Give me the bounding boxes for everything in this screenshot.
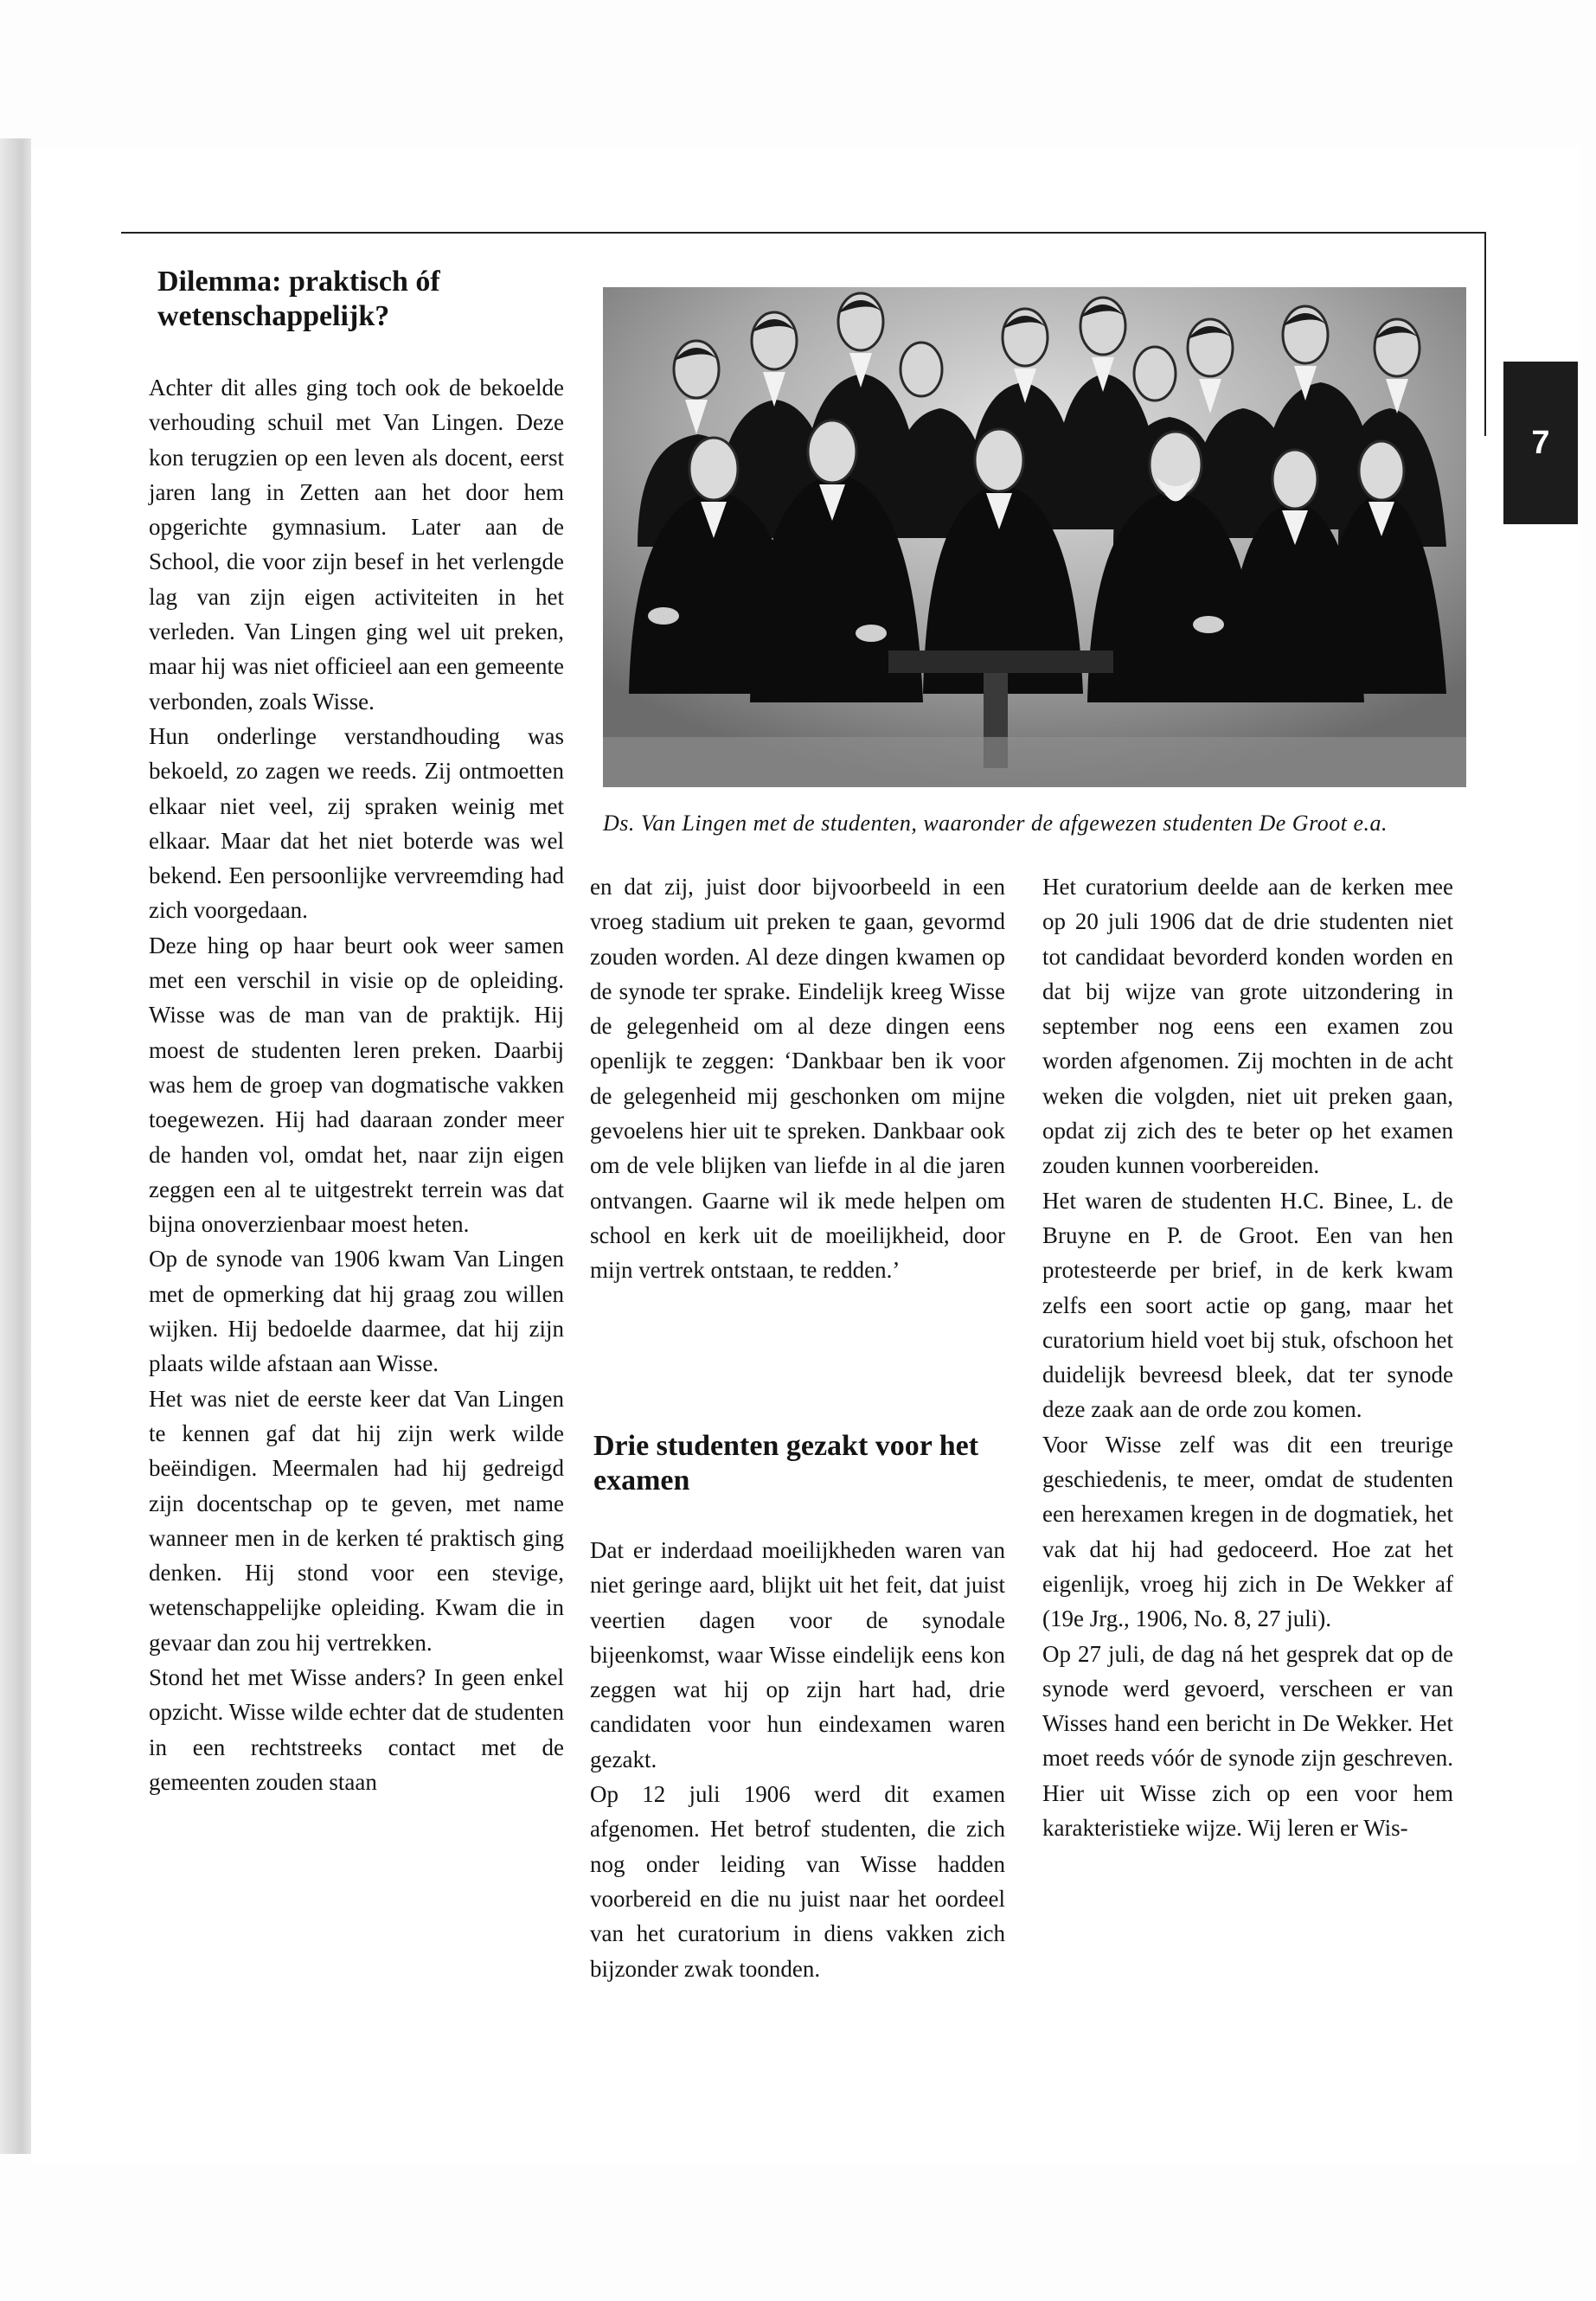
top-rule bbox=[121, 232, 1486, 234]
paragraph: Op de synode van 1906 kwam Van Lingen met de opmerking dat hij graag zou willen wijken. Hij bedoelde daarmee, dat hij zijn plaats wilde afstaan aan Wisse. bbox=[149, 1246, 564, 1377]
group-photo-illustration bbox=[603, 287, 1466, 787]
paragraph: Op 27 juli, de dag ná het gesprek dat op de synode werd gevoerd, verscheen er van Wisses hand een bericht in De Wekker. Het moet reeds vóór de synode zijn geschreven. Hier uit Wisse zich op een voor hem karakteristieke wijze. Wij leren er Wis- bbox=[1042, 1640, 1453, 1842]
paragraph: Op 12 juli 1906 werd dit examen afgenomen. Het betrof studenten, die zich nog onder leiding van Wisse hadden voorbereid en die nu juist naar het oordeel van het curatorium in diens vakken zich bijzonder zwak toonden. bbox=[590, 1781, 1005, 1982]
paragraph: Dat er inderdaad moeilijkheden waren van niet geringe aard, blijkt uit het feit, dat juist veertien dagen voor de synodale bijeenkomst, waar Wisse eindelijk eens kon zeggen wat hij op zijn hart had, drie candidaten voor hun eindexamen waren gezakt. bbox=[590, 1537, 1005, 1772]
left-column-text bbox=[149, 370, 564, 1799]
paragraph: Het was niet de eerste keer dat Van Lingen te kennen gaf dat hij zijn werk wilde beëindigen. Meermalen had hij gedreigd zijn docentschap op te geven, met name wanneer men in de kerken té praktisch ging denken. Hij stond voor een stevige, wetenschappelijke opleiding. Kwam die in gevaar dan zou hij vertrekken. bbox=[149, 1385, 564, 1656]
photo-caption: Ds. Van Lingen met de studenten, waaronder de afgewezen studenten De Groot e.a. bbox=[603, 811, 1388, 836]
middle-column-text-lower bbox=[590, 1533, 1005, 1986]
group-photo bbox=[603, 287, 1466, 787]
paragraph: Voor Wisse zelf was dit een treurige geschiedenis, te meer, omdat de studenten een herexamen kregen in de dogmatiek, het vak dat hij had gedoceerd. Hoe zat het eigenlijk, vroeg hij zich in De Wekker af (19e Jrg., 1906, No. 8, 27 juli). bbox=[1042, 1431, 1453, 1632]
section-heading-dilemma: Dilemma: praktisch óf wetenschappelijk? bbox=[157, 266, 440, 332]
paragraph: Achter dit alles ging toch ook de bekoelde verhouding schuil met Van Lingen. Deze kon terugzien op een leven als docent, eerst jaren lang in Zetten aan het door hem opgerichte gymnasium. Later aan de School, die voor zijn besef in het verlengde lag van zijn eigen activiteiten in het verleden. Van Lingen ging wel uit preken, maar hij was niet officieel aan een gemeente verbonden, zoals Wisse. bbox=[149, 375, 565, 715]
paragraph: Deze hing op haar beurt ook weer samen met een verschil in visie op de opleiding. Wisse was de man van de praktijk. Hij moest de studenten leren preken. Daarbij was hem de groep van dogmatische vakken toegewezen. Hij had daaraan zonder meer de handen vol, omdat het, naar zijn eigen zeggen een al te uitgestrekt terrein was dat bijna onoverzienbaar moest heten. bbox=[149, 932, 564, 1238]
right-column-text bbox=[1042, 869, 1453, 1845]
paragraph: Stond het met Wisse anders? In geen enkel opzicht. Wisse wilde echter dat de studenten in een rechtstreeks contact met de gemeenten zouden staan bbox=[149, 1663, 564, 1795]
middle-column-text bbox=[590, 869, 1005, 1288]
paragraph: Het waren de studenten H.C. Binee, L. de Bruyne en P. de Groot. Een van hen protesteerde per brief, in de kerk kwam zelfs een soort actie op gang, maar het curatorium hield voet bij stuk, ofschoon het duidelijk bevreesd bleek, dat ter synode deze zaak aan de orde zou komen. bbox=[1042, 1187, 1453, 1423]
paragraph: Het curatorium deelde aan de kerken mee op 20 juli 1906 dat de drie studenten niet tot candidaat bevorderd konden worden en dat bij wijze van grote uitzondering in september nog eens een examen zou worden afgenomen. Zij mochten in de acht weken die volgden, niet uit preken gaan, opdat zij zich des te beter op het examen zouden kunnen voorbereiden. bbox=[1042, 874, 1453, 1179]
paragraph: en dat zij, juist door bijvoorbeeld in een vroeg stadium uit preken te gaan, gevormd zouden worden. Al deze dingen kwamen op de synode ter sprake. Eindelijk kreeg Wisse de gelegenheid om al deze dingen eens openlijk te zeggen: ‘Dankbaar ben ik voor de gelegenheid mij geschonken om mijne gevoelens hier uit te spreken. Dankbaar ook om de vele blijken van liefde in al die jaren ontvangen. Gaarne wil ik mede helpen om school en kerk uit de moeilijkheid, door mijn vertrek ontstaan, te redden.’ bbox=[590, 874, 1005, 1284]
section-heading-drie-studenten: Drie studenten gezakt voor het examen bbox=[593, 1430, 979, 1497]
right-rule bbox=[1484, 232, 1486, 436]
page-number-tab bbox=[1503, 362, 1578, 524]
paragraph: Hun onderlinge verstandhouding was bekoeld, zo zagen we reeds. Zij ontmoetten elkaar niet veel, zij spraken weinig met elkaar. Maar dat het niet boterde was wel bekend. Een persoonlijke vervreemding had zich voorgedaan. bbox=[149, 722, 564, 924]
page-spine bbox=[0, 138, 31, 2154]
page-number: 7 bbox=[1531, 424, 1550, 461]
